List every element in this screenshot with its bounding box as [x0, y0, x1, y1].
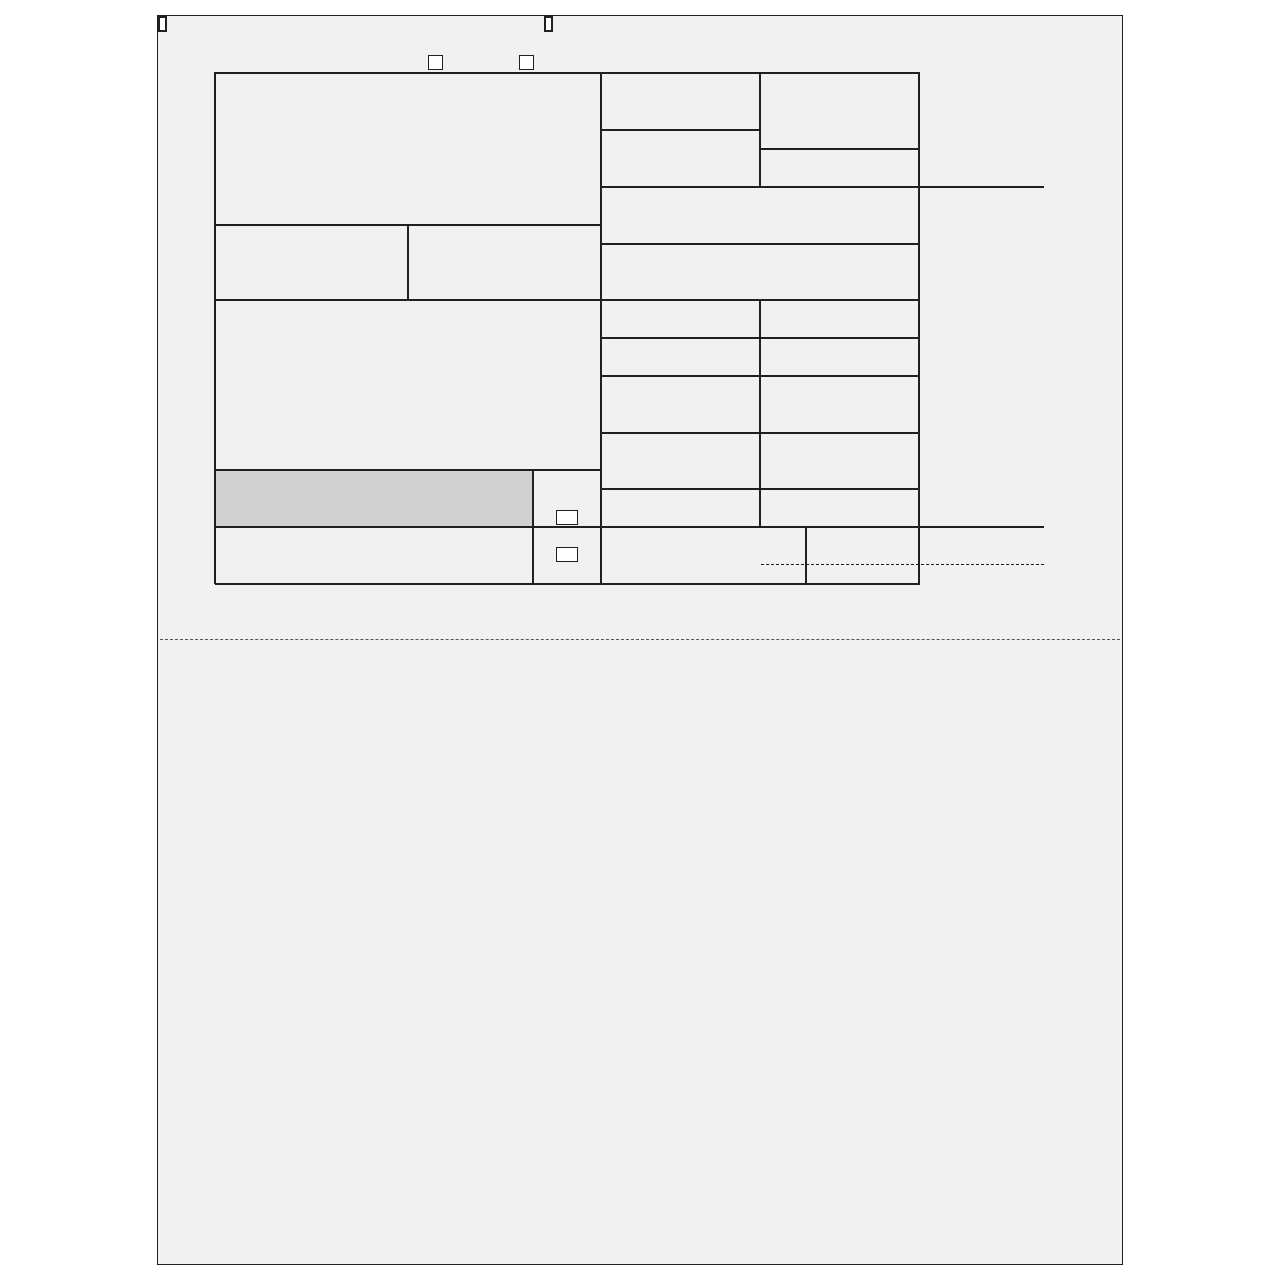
line-omb-split: [760, 148, 919, 150]
frame-top: [215, 72, 920, 74]
box-4-label: [610, 304, 613, 317]
line-tin-split: [407, 224, 409, 300]
line-b8-bottom: [601, 432, 919, 434]
line-b4-bottom: [601, 337, 919, 339]
box-10-label: [604, 437, 607, 450]
void-checkbox[interactable]: [428, 55, 443, 70]
fatca-checkbox[interactable]: [556, 510, 578, 525]
line-b2-bottom: [601, 243, 919, 245]
corrected-checkbox[interactable]: [519, 55, 534, 70]
box-14-label: [604, 531, 619, 556]
line-b15-right: [805, 526, 807, 584]
line-b1-bottom: [601, 186, 1044, 188]
box-5-label: [769, 304, 772, 317]
divider-left-mid: [600, 72, 602, 584]
frame-bottom: [215, 583, 920, 585]
line-rtn-bottom: [601, 129, 760, 131]
box-9-label: [769, 380, 778, 405]
line-b6-bottom: [601, 375, 919, 377]
box-17-label: [922, 531, 925, 544]
line-b12-bottom: [601, 526, 1044, 528]
box-3-label: [610, 247, 613, 260]
box-11-label: [763, 437, 766, 450]
box-8-label: [610, 380, 613, 393]
box-2-label: [610, 191, 613, 204]
box-13-label: [763, 493, 766, 506]
perforation-line: [160, 639, 1120, 640]
form-title: [930, 104, 1044, 129]
line-mid-split: [759, 299, 761, 527]
box-15-label: [763, 531, 766, 544]
box-16-label: [809, 531, 812, 544]
box-1-label: [610, 134, 613, 147]
second-tin-checkbox[interactable]: [556, 547, 578, 562]
state-dash-line: [761, 564, 1044, 565]
form-copy-top: [0, 0, 1280, 620]
side-code-form: [1069, 1055, 1083, 1062]
line-fatca-bottom: [215, 526, 601, 528]
box-12-label: [604, 493, 607, 506]
footer-form-id: [214, 587, 217, 602]
line-b10-bottom: [601, 488, 919, 490]
box-6-label: [610, 342, 613, 355]
line-tin-bottom: [215, 299, 601, 301]
shaded-area: [216, 471, 533, 526]
box-7-label: [769, 343, 772, 356]
